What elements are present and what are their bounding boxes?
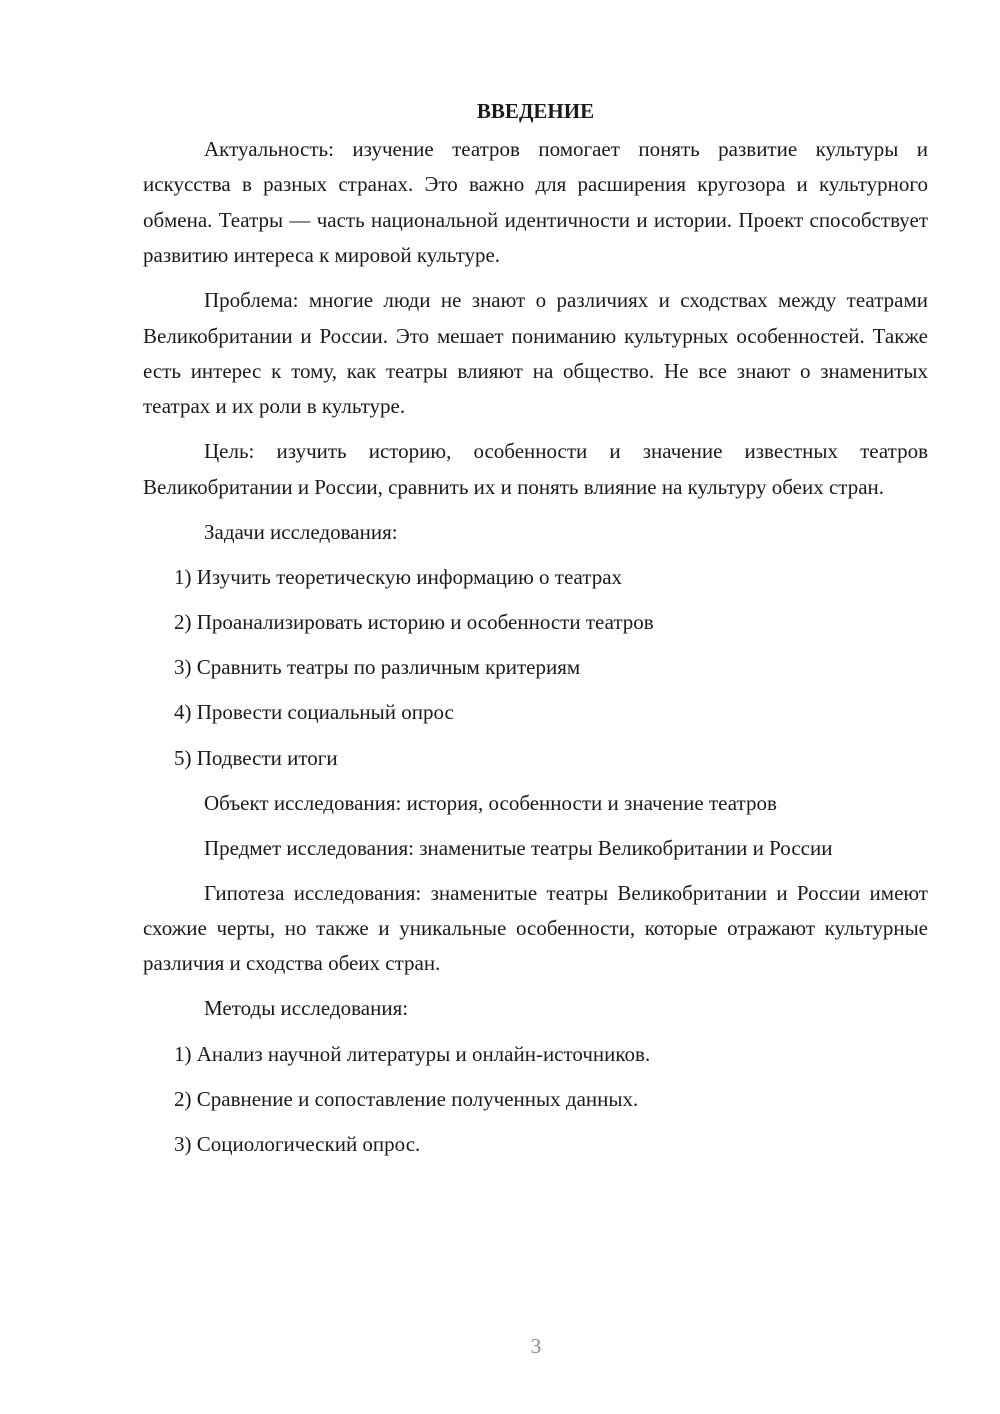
list-item: 4) Провести социальный опрос [174, 700, 454, 725]
goal-paragraph: Цель: изучить историю, особенности и значение известных театров Великобритании и России, сравнить их и понять влияние на культуру обеих стран. [143, 439, 928, 499]
tasks-title: Задачи исследования: [204, 519, 398, 544]
list-item: 3) Социологический опрос. [174, 1131, 421, 1156]
section-heading: ВВЕДЕНИЕ [476, 99, 595, 123]
subject-paragraph: Предмет исследования: знаменитые театры Великобритании и России [204, 835, 833, 860]
list-item: 2) Проанализировать историю и особенности театров [174, 609, 654, 634]
page-number: 3 [530, 1334, 542, 1358]
methods-title: Методы исследования: [204, 996, 409, 1021]
relevance-paragraph: Актуальность: изучение театров помогает понять развитие культуры и искусства в разных странах. Это важно для расширения кругозора и культурного обмена. Театры — часть национальной идентичности и истории. Проект способствует развитию интереса к мировой культуре. [143, 137, 928, 268]
problem-paragraph: Проблема: многие люди не знают о различиях и сходствах между театрами Великобритании и России. Это мешает пониманию культурных особенностей. Также есть интерес к тому, как театры влияют на общество. Не все знают о знаменитых театрах и их роли в культуре. [143, 288, 928, 419]
list-item: 3) Сравнить театры по различным критериям [174, 655, 581, 680]
page-content [143, 96, 928, 1172]
list-item: 5) Подвести итоги [174, 745, 338, 770]
object-paragraph: Объект исследования: история, особенности и значение театров [204, 790, 777, 815]
hypothesis-paragraph: Гипотеза исследования: знаменитые театры Великобритании и России имеют схожие черты, но также и уникальные особенности, которые отражают культурные различия и сходства обеих стран. [143, 880, 928, 976]
list-item: 1) Анализ научной литературы и онлайн-источников. [174, 1041, 651, 1066]
list-item: 2) Сравнение и сопоставление полученных данных. [174, 1086, 639, 1111]
tasks-list [143, 560, 928, 776]
list-item: 1) Изучить теоретическую информацию о театрах [174, 564, 623, 589]
methods-list [143, 1037, 928, 1163]
